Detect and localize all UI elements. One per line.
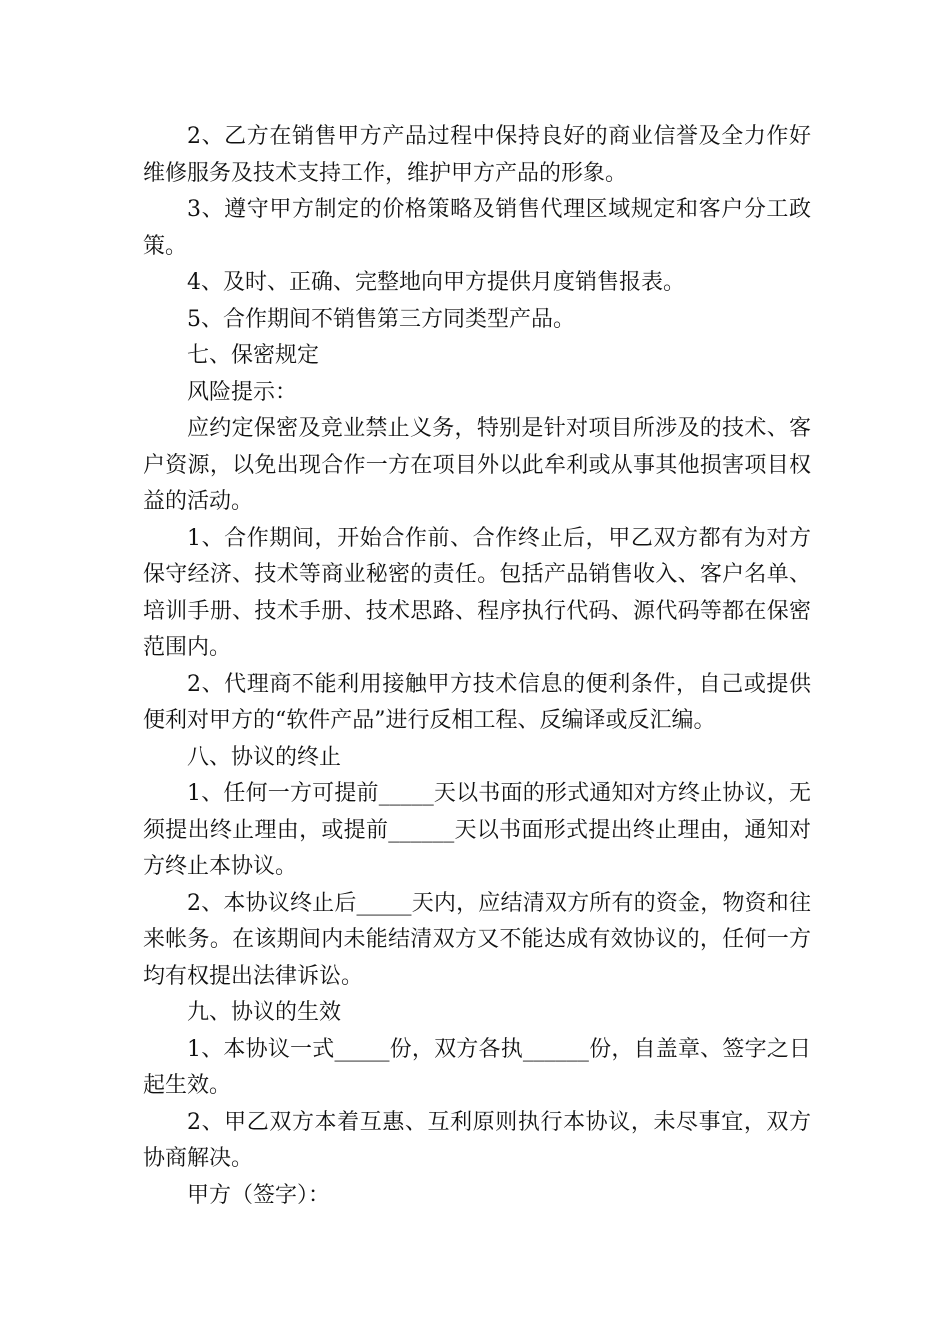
effectiveness-clause-1: 1、本协议一式_____份，双方各执______份，自盖章、签字之日起生效。 <box>143 1036 811 1098</box>
risk-notice-text: 应约定保密及竞业禁止义务，特别是针对项目所涉及的技术、客户资源，以免出现合作一方在项目外以此牟利或从事其他损害项目权益的活动。 <box>143 416 811 514</box>
section-heading-effectiveness: 九、协议的生效 <box>187 1000 342 1025</box>
party-a-signature-label: 甲方（签字）： <box>187 1182 331 1208</box>
section-heading-confidentiality: 七、保密规定 <box>187 343 320 368</box>
confidentiality-clause-2: 2、代理商不能利用接触甲方技术信息的便利条件，自己或提供便利对甲方的“软件产品”进行反相工程、反编译或反汇编。 <box>143 671 811 733</box>
clause-3-pricing-policy: 3、遵守甲方制定的价格策略及销售代理区域规定和客户分工政策。 <box>143 197 811 259</box>
effectiveness-clause-2: 2、甲乙双方本着互惠、互利原则执行本协议，未尽事宜，双方协商解决。 <box>143 1109 811 1171</box>
clause-2-reputation: 2、乙方在销售甲方产品过程中保持良好的商业信誉及全力作好维修服务及技术支持工作，维护甲方产品的形象。 <box>143 124 811 186</box>
clause-5-no-competing-products: 5、合作期间不销售第三方同类型产品。 <box>187 306 575 332</box>
document-page <box>143 119 811 1214</box>
termination-clause-1: 1、任何一方可提前_____天以书面的形式通知对方终止协议，无须提出终止理由，或提前______天以书面形式提出终止理由，通知对方终止本协议。 <box>143 781 811 879</box>
section-heading-termination: 八、协议的终止 <box>187 744 342 770</box>
risk-notice-label: 风险提示： <box>187 379 298 405</box>
confidentiality-clause-1: 1、合作期间，开始合作前、合作终止后，甲乙双方都有为对方保守经济、技术等商业秘密的责任。包括产品销售收入、客户名单、培训手册、技术手册、技术思路、程序执行代码、源代码等都在保密范围内。 <box>143 525 811 660</box>
clause-4-sales-report: 4、及时、正确、完整地向甲方提供月度销售报表。 <box>187 270 685 295</box>
termination-clause-2: 2、本协议终止后_____天内，应结清双方所有的资金，物资和往来帐务。在该期间内未能结清双方又不能达成有效协议的，任何一方均有权提出法律诉讼。 <box>143 890 811 989</box>
